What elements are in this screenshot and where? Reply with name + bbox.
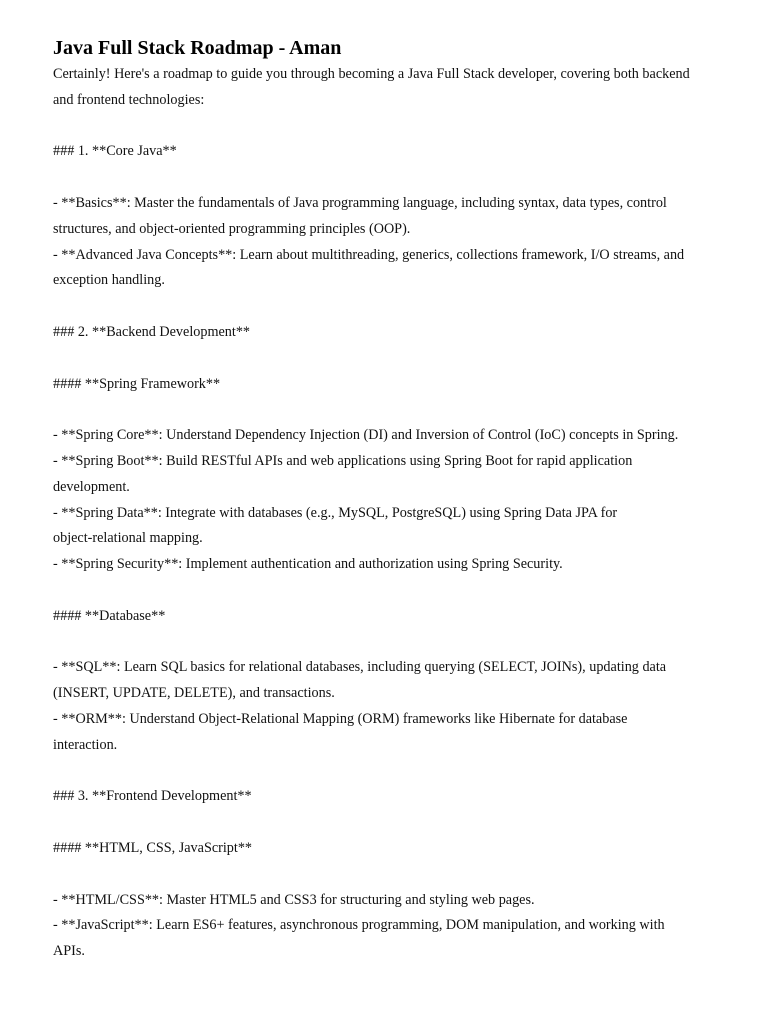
blank-line (53, 630, 734, 656)
bullet-sql-2: (INSERT, UPDATE, DELETE), and transactions. (53, 685, 335, 702)
heading-frontend-development: ### 3. **Frontend Development** (53, 788, 252, 805)
bullet-spring-data-1: - **Spring Data**: Integrate with databases (e.g., MySQL, PostgreSQL) using Spring Data JPA for (53, 504, 618, 521)
blank-line (53, 165, 734, 191)
bullet-advanced-java-2: exception handling. (53, 272, 165, 289)
blank-line (53, 294, 734, 320)
blank-line (53, 578, 734, 604)
blank-line (53, 114, 734, 140)
blank-line (53, 346, 734, 372)
document-title: Java Full Stack Roadmap - Aman (53, 37, 342, 59)
bullet-spring-core: - **Spring Core**: Understand Dependency Injection (DI) and Inversion of Control (IoC) concepts in Spring. (53, 427, 679, 444)
bullet-spring-data-2: object-relational mapping. (53, 530, 203, 547)
bullet-spring-boot-2: development. (53, 478, 130, 495)
subheading-spring-framework: #### **Spring Framework** (53, 375, 221, 392)
bullet-spring-security: - **Spring Security**: Implement authentication and authorization using Spring Security. (53, 556, 563, 573)
bullet-spring-boot-1: - **Spring Boot**: Build RESTful APIs and web applications using Spring Boot for rapid application (53, 452, 633, 469)
bullet-basics-2: structures, and object-oriented programming principles (OOP). (53, 220, 411, 237)
bullet-html-css: - **HTML/CSS**: Master HTML5 and CSS3 for structuring and styling web pages. (53, 891, 535, 908)
bullet-advanced-java-1: - **Advanced Java Concepts**: Learn about multithreading, generics, collections framework, I/O streams, and (53, 246, 685, 263)
bullet-orm-2: interaction. (53, 736, 118, 753)
blank-line (53, 810, 734, 836)
bullet-javascript-1: - **JavaScript**: Learn ES6+ features, asynchronous programming, DOM manipulation, and working with (53, 917, 665, 934)
blank-line (53, 759, 734, 785)
text-line-intro-1: Certainly! Here's a roadmap to guide you through becoming a Java Full Stack developer, covering both backend (53, 66, 690, 82)
subheading-database: #### **Database** (53, 607, 166, 624)
blank-line (53, 862, 734, 888)
bullet-basics-1: - **Basics**: Master the fundamentals of Java programming language, including syntax, data types, control (53, 194, 667, 211)
bullet-orm-1: - **ORM**: Understand Object-Relational Mapping (ORM) frameworks like Hibernate for database (53, 710, 628, 727)
document-body (53, 62, 734, 965)
blank-line (53, 397, 734, 423)
heading-core-java: ### 1. **Core Java** (53, 143, 177, 160)
text-line-intro-2: and frontend technologies: (53, 91, 205, 108)
bullet-javascript-2: APIs. (53, 943, 85, 960)
bullet-sql-1: - **SQL**: Learn SQL basics for relational databases, including querying (SELECT, JOINs), updating data (53, 659, 667, 676)
heading-backend-development: ### 2. **Backend Development** (53, 323, 251, 340)
subheading-html-css-javascript: #### **HTML, CSS, JavaScript** (53, 839, 253, 856)
